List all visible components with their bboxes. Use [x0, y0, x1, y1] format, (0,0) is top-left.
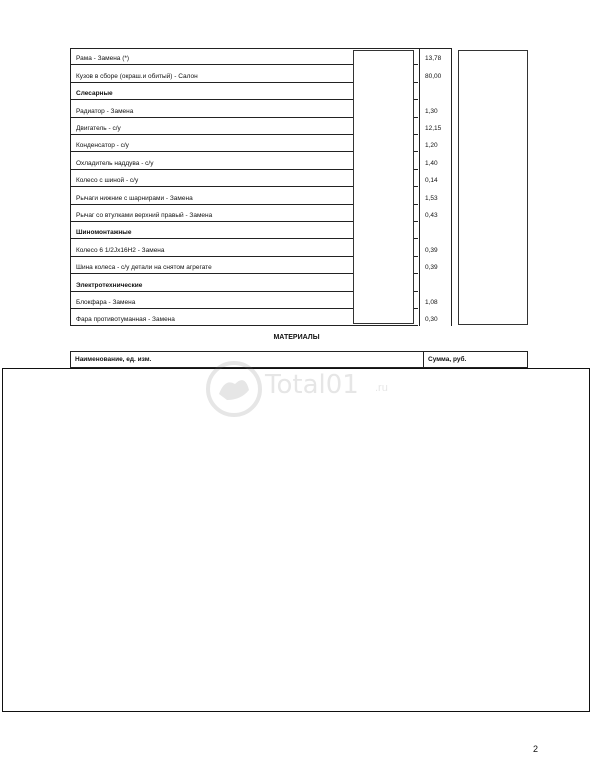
hours-top-border — [419, 48, 452, 49]
redacted-column-box-right — [458, 50, 528, 325]
row-name: Колесо 6 1/2Jx16H2 - Замена — [76, 246, 165, 254]
table-top-border — [70, 48, 419, 49]
watermark — [205, 360, 405, 420]
materials-col-name: Наименование, ед. изм. — [75, 356, 152, 363]
materials-col-sum: Сумма, руб. — [428, 356, 467, 363]
row-name: Конденсатор - с/у — [76, 142, 129, 150]
row-name: Кузов в сборе (окраш.и обитый) - Салон — [76, 72, 198, 80]
row-hours: 13,78 — [425, 55, 442, 63]
row-hours: 1,40 — [425, 159, 438, 167]
row-hours: 0,39 — [425, 246, 438, 254]
row-hours: 0,39 — [425, 264, 438, 272]
table-left-border — [70, 48, 71, 326]
row-name: Шиномонтажные — [76, 229, 132, 237]
table-divider-hours — [419, 48, 420, 326]
row-name: Рама - Замена (*) — [76, 55, 130, 63]
watermark-tld: .ru — [375, 382, 388, 394]
page-number: 2 — [533, 744, 539, 754]
row-hours: 1,08 — [425, 298, 438, 306]
row-hours: 0,43 — [425, 211, 438, 219]
row-hours: 12,15 — [425, 124, 442, 132]
row-name: Слесарные — [76, 90, 113, 98]
materials-title: МАТЕРИАЛЫ — [273, 334, 320, 341]
row-hours: 1,53 — [425, 194, 438, 202]
row-name: Радиатор - Замена — [76, 107, 134, 115]
row-name: Охладитель наддува - с/у — [76, 159, 154, 167]
row-hours: 0,14 — [425, 177, 438, 185]
row-hours: 0,30 — [425, 316, 438, 324]
watermark-text: Total01 — [265, 370, 359, 400]
watermark-logo-icon — [205, 360, 263, 418]
row-name: Двигатель - с/у — [76, 124, 121, 132]
row-name: Рычаги нижние с шарнирами - Замена — [76, 194, 193, 202]
row-hours: 1,20 — [425, 142, 438, 150]
row-hours: 1,30 — [425, 107, 438, 115]
row-name: Рычаг со втулками верхний правый - Замена — [76, 211, 213, 219]
row-name: Шина колеса - с/у детали на снятом агрегате — [76, 264, 212, 272]
row-name: Блокфара - Замена — [76, 298, 136, 306]
row-name: Фара противотуманная - Замена — [76, 316, 175, 324]
row-name: Электротехнические — [76, 281, 143, 289]
redacted-column-box — [353, 50, 414, 324]
materials-col-divider — [423, 352, 424, 367]
row-name: Колесо с шиной - с/у — [76, 177, 139, 185]
row-hours: 80,00 — [425, 72, 442, 80]
hours-right-border — [451, 48, 452, 326]
